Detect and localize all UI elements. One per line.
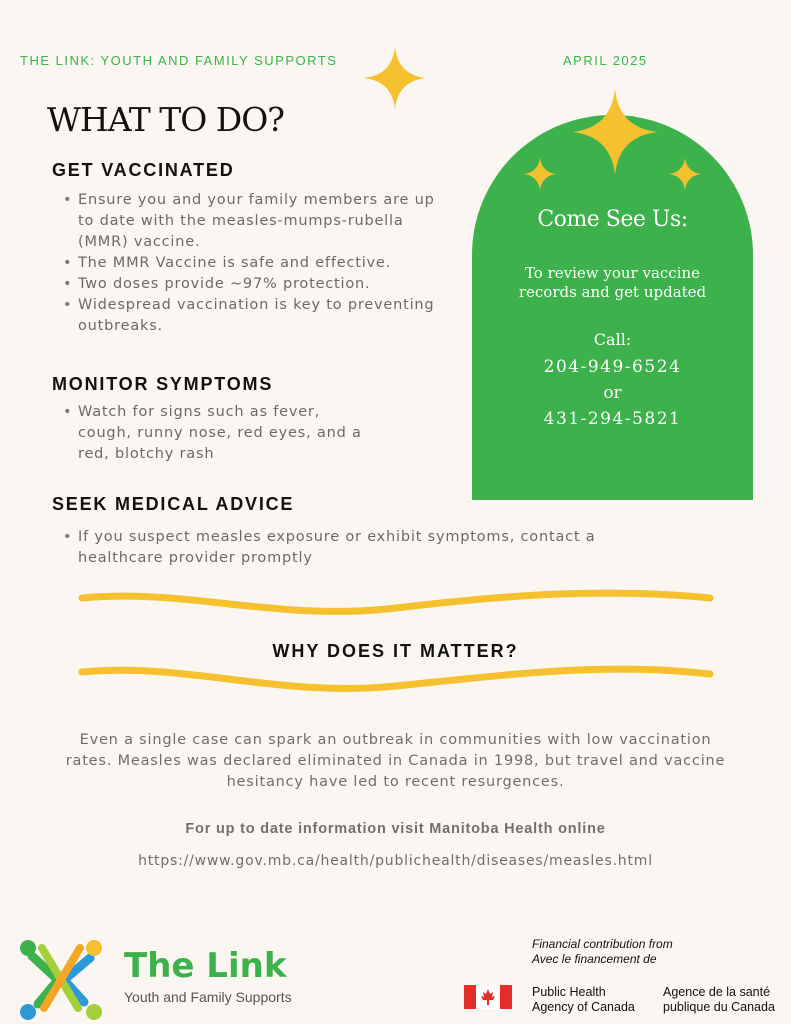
agency-name-fr-2: publique du Canada: [663, 1000, 775, 1014]
sparkle-icon: [523, 157, 557, 191]
wave-divider-bottom: [78, 664, 714, 704]
agency-name-en-1: Public Health: [532, 985, 606, 999]
section-heading-vaccinated: GET VACCINATED: [52, 160, 235, 180]
callout-line-1: To review your vaccine: [524, 264, 701, 282]
sparkle-icon: [570, 87, 660, 177]
phone-1[interactable]: 204-949-6524: [543, 357, 682, 377]
call-label: Call:: [593, 330, 632, 349]
contact-callout: [472, 115, 753, 500]
logo-name: The Link: [124, 946, 287, 986]
logo-subtitle: Youth and Family Supports: [124, 989, 292, 1005]
symptoms-list: [52, 402, 363, 465]
info-url-link[interactable]: https://www.gov.mb.ca/health/publichealth/diseases/measles.html: [138, 853, 653, 869]
list-item: • Two doses provide ~97% protection.: [78, 274, 448, 295]
or-label: or: [603, 383, 622, 403]
the-link-logo-icon: [18, 936, 104, 1022]
list-item: • The MMR Vaccine is safe and effective.: [78, 253, 448, 274]
funding-text-fr: Avec le financement de: [532, 952, 657, 966]
vaccinated-list: [52, 190, 448, 337]
info-text: For up to date information visit Manitoba Health online: [185, 821, 606, 837]
section-heading-medical: SEEK MEDICAL ADVICE: [52, 494, 295, 514]
list-item: • Widespread vaccination is key to preventing outbreaks.: [78, 295, 448, 337]
sparkle-icon: [668, 157, 702, 191]
medical-list: [52, 527, 678, 569]
header-org: THE LINK: YOUTH AND FAMILY SUPPORTS: [20, 53, 338, 68]
canada-flag-icon: [464, 985, 512, 1009]
callout-heading: Come See Us:: [537, 207, 688, 232]
agency-name-fr-1: Agence de la santé: [663, 985, 771, 999]
wave-divider-top: [78, 588, 714, 628]
header-date: APRIL 2025: [563, 53, 648, 68]
list-item: • Ensure you and your family members are up to date with the measles-mumps-rubella (MMR) vaccine.: [78, 190, 448, 253]
section-heading-symptoms: MONITOR SYMPTOMS: [52, 374, 274, 394]
agency-name-en-2: Agency of Canada: [532, 1000, 635, 1014]
callout-line-2: records and get updated: [518, 283, 707, 301]
sparkle-icon: [362, 45, 428, 111]
why-paragraph: Even a single case can spark an outbreak in communities with low vaccination rates. Measles was declared eliminated in Canada in 1998, but travel and vaccine hesitancy have led to recent resurgences.: [65, 732, 726, 790]
why-heading: WHY DOES IT MATTER?: [272, 641, 519, 661]
list-item: • If you suspect measles exposure or exhibit symptoms, contact a healthcare provider promptly: [78, 527, 678, 569]
funding-text-en: Financial contribution from: [532, 937, 673, 951]
phone-2[interactable]: 431-294-5821: [543, 409, 682, 429]
list-item: • Watch for signs such as fever, cough, runny nose, red eyes, and a red, blotchy rash: [78, 402, 363, 465]
page-title: WHAT TO DO?: [47, 100, 284, 139]
